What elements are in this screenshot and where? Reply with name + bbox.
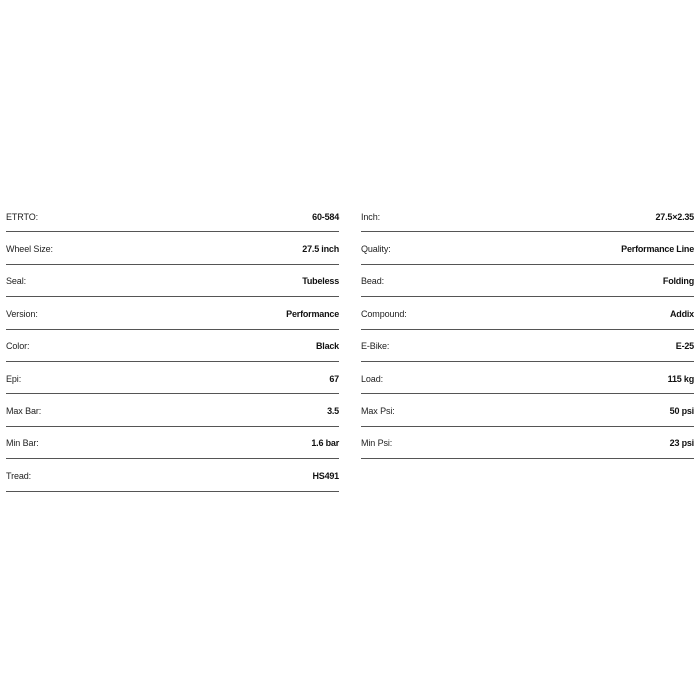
spec-row-quality [361,232,694,264]
spec-value: 27.5 inch [302,244,339,255]
spec-value: Tubeless [302,276,339,287]
spec-label: Epi: [6,373,22,384]
spec-row-inch [361,200,694,232]
spec-sheet [6,200,694,492]
spec-label: Inch: [361,211,381,222]
spec-label: Wheel Size: [6,244,53,255]
spec-value: Black [315,341,339,352]
spec-label: Bead: [361,276,385,287]
spec-value: Folding [662,276,694,287]
spec-value: HS491 [312,470,339,481]
spec-label: ETRTO: [6,211,39,222]
spec-row-wheel-size [6,232,339,264]
spec-row-min-bar [6,427,339,459]
spec-row-load [361,362,694,394]
spec-label: Min Psi: [361,438,393,449]
spec-label: E-Bike: [361,341,390,352]
spec-row-compound [361,297,694,329]
spec-row-bead [361,265,694,297]
spec-label: Color: [6,341,30,352]
spec-row-max-psi [361,394,694,426]
spec-row-seal [6,265,339,297]
spec-label: Seal: [6,276,27,287]
spec-value: 3.5 [327,406,339,417]
spec-value: E-25 [675,341,694,352]
spec-value: 1.6 bar [311,438,339,449]
spec-row-epi [6,362,339,394]
spec-label: Min Bar: [6,438,39,449]
spec-value: 115 kg [667,373,694,384]
spec-value: Addix [669,308,694,319]
spec-row-tread [6,459,339,491]
spec-row-etrto [6,200,339,232]
spec-value: 67 [329,373,339,384]
spec-column-right [361,200,694,492]
spec-label: Compound: [361,308,407,319]
spec-value: 27.5×2.35 [655,211,694,222]
spec-value: 23 psi [669,438,694,449]
spec-row-min-psi [361,427,694,459]
spec-column-left [6,200,339,492]
spec-label: Version: [6,308,38,319]
spec-row-color [6,330,339,362]
spec-value: 50 psi [669,406,694,417]
spec-row-version [6,297,339,329]
spec-label: Quality: [361,244,391,255]
spec-value: Performance [286,308,339,319]
spec-row-e-bike [361,330,694,362]
spec-label: Max Bar: [6,406,42,417]
spec-value: Performance Line [621,244,694,255]
spec-label: Max Psi: [361,406,395,417]
spec-row-max-bar [6,394,339,426]
spec-value: 60-584 [312,211,339,222]
spec-label: Tread: [6,470,32,481]
spec-label: Load: [361,373,384,384]
